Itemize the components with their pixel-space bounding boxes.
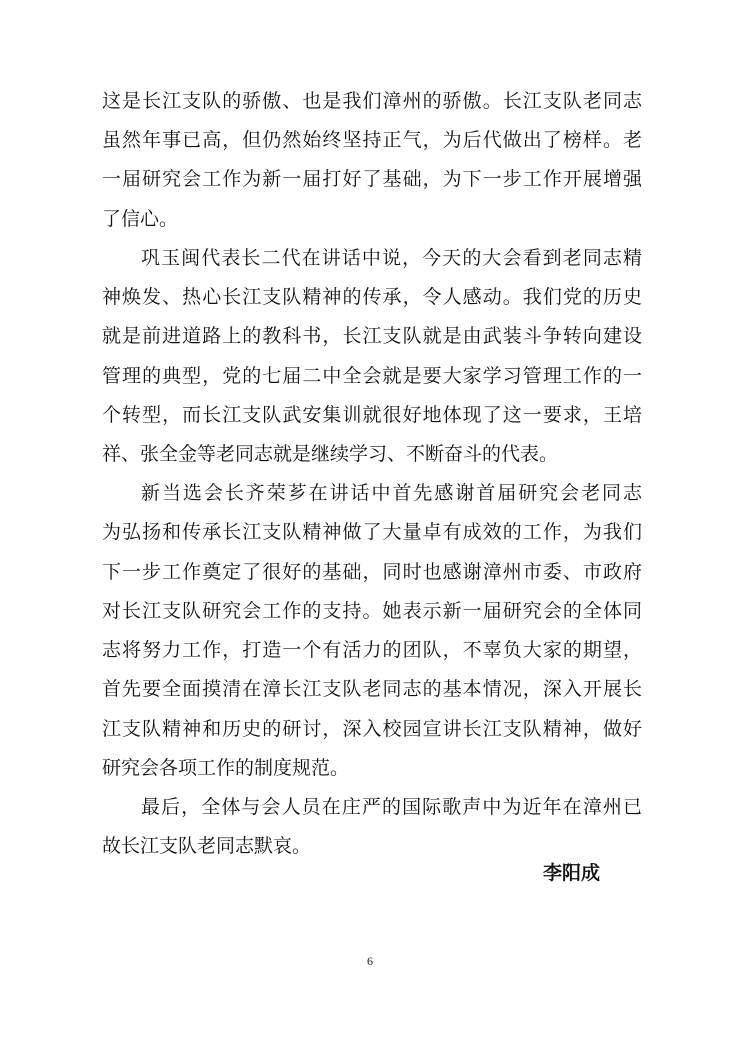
paragraph-first-line: 新当选会长齐荣芗在讲话中首先感谢首届研究会老同志 xyxy=(141,482,642,504)
author-signature: 李阳成 xyxy=(543,862,601,884)
text-line: 虽然年事已高，但仍然始终坚持正气，为后代做出了榜样。老 xyxy=(102,129,642,151)
text-line: 志将努力工作，打造一个有活力的团队，不辜负大家的期望， xyxy=(102,639,642,661)
text-line: 下一步工作奠定了很好的基础，同时也感谢漳州市委、市政府 xyxy=(102,561,642,583)
text-line: 神焕发、热心长江支队精神的传承，令人感动。我们党的历史 xyxy=(102,286,642,308)
text-line: 首先要全面摸清在漳长江支队老同志的基本情况，深入开展长 xyxy=(102,678,642,700)
text-line: 故长江支队老同志默哀。 xyxy=(102,835,312,857)
text-line: 个转型，而长江支队武安集训就很好地体现了这一要求，王培 xyxy=(102,404,642,426)
page-number: 6 xyxy=(367,954,373,968)
paragraph-first-line: 最后，全体与会人员在庄严的国际歌声中为近年在漳州已 xyxy=(141,796,642,818)
text-line: 这是长江支队的骄傲、也是我们漳州的骄傲。长江支队老同志 xyxy=(102,90,642,112)
text-line: 一届研究会工作为新一届打好了基础，为下一步工作开展增强 xyxy=(102,168,642,190)
text-line: 祥、张全金等老同志就是继续学习、不断奋斗的代表。 xyxy=(102,443,559,465)
text-line: 为弘扬和传承长江支队精神做了大量卓有成效的工作，为我们 xyxy=(102,521,642,543)
text-line: 对长江支队研究会工作的支持。她表示新一届研究会的全体同 xyxy=(102,600,642,622)
text-line: 了信心。 xyxy=(102,208,179,230)
text-line: 江支队精神和历史的研讨，深入校园宣讲长江支队精神，做好 xyxy=(102,718,642,740)
text-line: 管理的典型，党的七届二中全会就是要大家学习管理工作的一 xyxy=(102,365,642,387)
paragraph-first-line: 巩玉闽代表长二代在讲话中说，今天的大会看到老同志精 xyxy=(141,247,642,269)
text-line: 研究会各项工作的制度规范。 xyxy=(102,757,350,779)
text-line: 就是前进道路上的教科书，长江支队就是由武装斗争转向建设 xyxy=(102,325,642,347)
